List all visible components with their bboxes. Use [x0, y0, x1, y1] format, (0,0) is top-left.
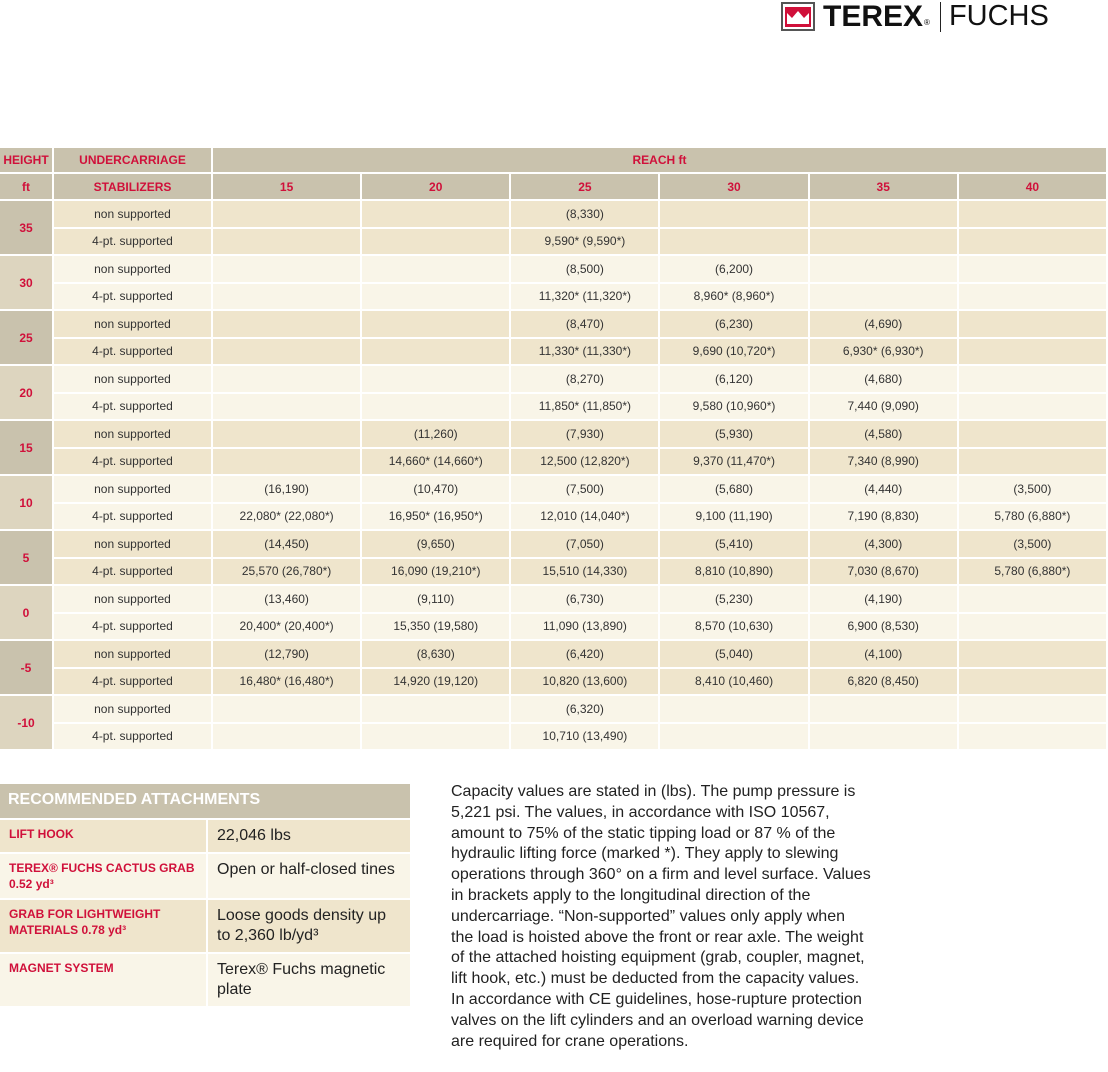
stabilizer-mode-label: non supported [94, 371, 171, 386]
height-unit: ft [0, 174, 52, 199]
capacity-cell [511, 284, 658, 310]
capacity-cell [660, 256, 807, 282]
undercarriage-header: UNDERCARRIAGE [54, 148, 211, 172]
capacity-cell [959, 476, 1106, 502]
capacity-cell [213, 531, 360, 557]
capacity-cell [810, 504, 957, 530]
stabilizer-mode-label: 4-pt. supported [92, 674, 173, 689]
capacity-cell [213, 201, 360, 227]
capacity-cell [362, 201, 509, 227]
capacity-value: (6,730) [565, 591, 604, 606]
capacity-value: 6,930* (6,930*) [842, 344, 924, 359]
capacity-cell [511, 421, 658, 447]
capacity-cell [660, 421, 807, 447]
capacity-cell [810, 449, 957, 475]
capacity-cell [810, 641, 957, 667]
capacity-cell [660, 724, 807, 750]
stabilizer-mode-label: non supported [94, 261, 171, 276]
capacity-cell [810, 421, 957, 447]
capacity-cell [362, 724, 509, 750]
capacity-cell [362, 531, 509, 557]
stabilizer-mode-label: non supported [94, 536, 171, 551]
capacity-value: (8,470) [565, 316, 604, 331]
capacity-value: 9,100 (11,190) [695, 509, 773, 524]
capacity-value: (6,420) [565, 646, 604, 661]
recommended-attachments-table [0, 782, 412, 1008]
capacity-value: (8,270) [565, 371, 604, 386]
reach-column-15: 15 [213, 174, 360, 199]
capacity-cell [213, 311, 360, 337]
capacity-value: 15,350 (19,580) [393, 619, 479, 634]
capacity-cell [810, 284, 957, 310]
capacity-value: (9,650) [416, 536, 455, 551]
capacity-cell [511, 476, 658, 502]
capacity-value: 9,590* (9,590*) [544, 234, 626, 249]
capacity-cell [213, 559, 360, 585]
capacity-value: 11,330* (11,330*) [538, 344, 632, 359]
capacity-value: 16,090 (19,210*) [391, 564, 481, 579]
stabilizer-mode [54, 229, 211, 255]
height-value: 15 [0, 421, 52, 474]
capacity-cell [959, 339, 1106, 365]
stabilizer-mode-label: 4-pt. supported [92, 344, 173, 359]
capacity-value: (8,500) [565, 261, 604, 276]
capacity-cell [660, 531, 807, 557]
capacity-cell [810, 201, 957, 227]
capacity-cell [660, 586, 807, 612]
capacity-cell [511, 339, 658, 365]
attachment-name: LIFT HOOK [0, 820, 206, 852]
table-row [0, 284, 1106, 310]
attachment-value: 22,046 lbs [208, 820, 410, 852]
stabilizer-mode [54, 559, 211, 585]
capacity-cell [213, 229, 360, 255]
capacity-cell [810, 614, 957, 640]
capacity-value: (5,410) [715, 536, 754, 551]
capacity-cell [362, 339, 509, 365]
stabilizers-header: STABILIZERS [54, 174, 211, 199]
stabilizer-mode [54, 366, 211, 392]
attachment-value: Open or half-closed tines [208, 854, 410, 898]
capacity-cell [511, 311, 658, 337]
capacity-value: 14,920 (19,120) [393, 674, 479, 689]
capacity-cell [213, 394, 360, 420]
capacity-value: (6,120) [715, 371, 754, 386]
capacity-cell [660, 201, 807, 227]
capacity-value: 14,660* (14,660*) [388, 454, 483, 469]
capacity-cell [213, 421, 360, 447]
stabilizer-mode-label: 4-pt. supported [92, 234, 173, 249]
stabilizer-mode [54, 669, 211, 695]
capacity-cell [362, 641, 509, 667]
capacity-value: (13,460) [264, 591, 309, 606]
logo-terex: TEREX [823, 0, 924, 33]
stabilizer-mode [54, 284, 211, 310]
capacity-cell [362, 421, 509, 447]
table-row [0, 641, 1106, 667]
table-row [0, 614, 1106, 640]
capacity-value: (4,100) [864, 646, 903, 661]
capacity-cell [660, 641, 807, 667]
capacity-cell [660, 311, 807, 337]
reach-column-35: 35 [810, 174, 957, 199]
stabilizer-mode-label: 4-pt. supported [92, 619, 173, 634]
table-row [0, 449, 1106, 475]
capacity-value: 25,570 (26,780*) [241, 564, 332, 579]
capacity-value: (12,790) [264, 646, 309, 661]
capacity-cell [362, 311, 509, 337]
stabilizer-mode [54, 311, 211, 337]
capacity-cell [511, 559, 658, 585]
capacity-cell [959, 449, 1106, 475]
attachment-name: TEREX® FUCHS CACTUS GRAB 0.52 yd³ [0, 854, 206, 898]
attachment-row [0, 900, 410, 952]
stabilizer-mode [54, 394, 211, 420]
capacity-cell [362, 586, 509, 612]
table-row [0, 421, 1106, 447]
logo-fuchs: FUCHS [948, 0, 1049, 32]
height-header: HEIGHT [0, 148, 52, 172]
reach-header: REACH ft [213, 148, 1106, 172]
capacity-value: 8,960* (8,960*) [693, 289, 775, 304]
stabilizer-mode-label: non supported [94, 591, 171, 606]
capacity-value: 7,440 (9,090) [847, 399, 919, 414]
capacity-value: 5,780 (6,880*) [994, 564, 1071, 579]
stabilizer-mode [54, 641, 211, 667]
capacity-value: (8,630) [416, 646, 455, 661]
capacity-cell [959, 669, 1106, 695]
capacity-cell [213, 284, 360, 310]
capacity-value: 8,410 (10,460) [695, 674, 774, 689]
capacity-cell [213, 476, 360, 502]
height-value: 25 [0, 311, 52, 364]
capacity-cell [362, 614, 509, 640]
table-row [0, 724, 1106, 750]
height-value: 0 [0, 586, 52, 639]
height-value: 20 [0, 366, 52, 419]
attachment-row [0, 954, 410, 1006]
table-row [0, 504, 1106, 530]
capacity-cell [213, 696, 360, 722]
attachment-name: MAGNET SYSTEM [0, 954, 206, 1006]
capacity-cell [213, 586, 360, 612]
capacity-cell [959, 696, 1106, 722]
capacity-value: 9,370 (11,470*) [693, 454, 775, 469]
capacity-cell [213, 669, 360, 695]
capacity-value: (7,930) [565, 426, 604, 441]
capacity-cell [660, 229, 807, 255]
capacity-value: (10,470) [413, 481, 459, 496]
logo-registered: ® [924, 18, 930, 27]
terex-fuchs-logo [781, 1, 1049, 32]
capacity-value: 16,480* (16,480*) [239, 674, 334, 689]
capacity-cell [660, 476, 807, 502]
capacity-value: 15,510 (14,330) [542, 564, 628, 579]
table-row [0, 394, 1106, 420]
height-value: 35 [0, 201, 52, 254]
capacity-cell [959, 201, 1106, 227]
table-row [0, 476, 1106, 502]
capacity-cell [959, 641, 1106, 667]
capacity-cell [810, 256, 957, 282]
capacity-cell [660, 614, 807, 640]
table-row [0, 559, 1106, 585]
logo-divider [940, 2, 941, 32]
capacity-cell [362, 284, 509, 310]
capacity-value: (4,690) [864, 316, 903, 331]
table-row [0, 339, 1106, 365]
capacity-cell [213, 504, 360, 530]
capacity-cell [362, 696, 509, 722]
capacity-cell [959, 311, 1106, 337]
stabilizer-mode [54, 724, 211, 750]
capacity-value: (4,190) [864, 591, 903, 606]
capacity-cell [511, 201, 658, 227]
stabilizer-mode [54, 449, 211, 475]
capacity-cell [511, 256, 658, 282]
table-row [0, 586, 1106, 612]
capacity-value: 20,400* (20,400*) [239, 619, 334, 634]
attachment-value: Terex® Fuchs magnetic plate [208, 954, 410, 1006]
capacity-notes: Capacity values are stated in (lbs). The pump pressure is 5,221 psi. The values, in accordance with ISO 10567, amount to 75% of the static tipping load or 87 % of the hydraulic lifting force (marked *). They apply to slewing operations through 360° on a firm and level surface. Values in brackets apply to the longitudinal direction of the undercarriage. “Non-supported” values only apply when the load is hoisted above the front or rear axle. The weight of the attached hoisting equipment (grab, coupler, magnet, lift hook, etc.) must be deducted from the capacity values. In accordance with CE guidelines, hose-rupture protection valves on the lift cylinders and an overload warning device are required for crane operations. [451, 783, 871, 1050]
capacity-value: (5,930) [715, 426, 754, 441]
capacity-cell [213, 449, 360, 475]
capacity-cell [213, 339, 360, 365]
capacity-cell [810, 366, 957, 392]
height-value: -5 [0, 641, 52, 694]
attachment-value: Loose goods density up to 2,360 lb/yd³ [208, 900, 410, 952]
capacity-cell [362, 394, 509, 420]
capacity-value: 7,030 (8,670) [847, 564, 919, 579]
capacity-cell [362, 669, 509, 695]
height-value: 30 [0, 256, 52, 309]
stabilizer-mode-label: non supported [94, 426, 171, 441]
stabilizer-mode [54, 614, 211, 640]
reach-column-20: 20 [362, 174, 509, 199]
capacity-value: 8,810 (10,890) [695, 564, 774, 579]
capacity-value: (3,500) [1013, 481, 1052, 496]
attachment-name: GRAB FOR LIGHTWEIGHT MATERIALS 0.78 yd³ [0, 900, 206, 952]
capacity-value: 5,780 (6,880*) [994, 509, 1071, 524]
capacity-cell [660, 559, 807, 585]
attachment-row [0, 820, 410, 852]
capacity-value: 10,820 (13,600) [542, 674, 628, 689]
capacity-value: (11,260) [413, 426, 458, 441]
stabilizer-mode-label: non supported [94, 206, 171, 221]
capacity-value: (4,580) [864, 426, 903, 441]
capacity-cell [511, 724, 658, 750]
table-row [0, 201, 1106, 227]
capacity-cell [810, 586, 957, 612]
capacity-cell [660, 366, 807, 392]
capacity-cell [511, 669, 658, 695]
attachment-row [0, 854, 410, 898]
stabilizer-mode-label: non supported [94, 481, 171, 496]
capacity-cell [511, 696, 658, 722]
capacity-value: (7,500) [565, 481, 604, 496]
capacity-cell [511, 366, 658, 392]
capacity-value: (6,320) [565, 701, 604, 716]
reach-column-40: 40 [959, 174, 1106, 199]
capacity-cell [362, 559, 509, 585]
capacity-value: 9,580 (10,960*) [692, 399, 776, 414]
stabilizer-mode-label: 4-pt. supported [92, 454, 173, 469]
capacity-value: 9,690 (10,720*) [692, 344, 776, 359]
capacity-cell [959, 394, 1106, 420]
capacity-cell [213, 724, 360, 750]
capacity-value: 7,190 (8,830) [847, 509, 919, 524]
capacity-value: 11,320* (11,320*) [538, 289, 632, 304]
capacity-cell [511, 641, 658, 667]
capacity-cell [810, 669, 957, 695]
stabilizer-mode [54, 531, 211, 557]
stabilizer-mode [54, 201, 211, 227]
capacity-cell [213, 256, 360, 282]
capacity-cell [810, 696, 957, 722]
capacity-value: 8,570 (10,630) [695, 619, 774, 634]
table-row [0, 256, 1106, 282]
capacity-cell [511, 394, 658, 420]
capacity-cell [660, 284, 807, 310]
capacity-cell [362, 229, 509, 255]
reach-column-25: 25 [511, 174, 658, 199]
capacity-cell [810, 311, 957, 337]
capacity-cell [511, 586, 658, 612]
capacity-value: 10,710 (13,490) [542, 729, 628, 744]
capacity-cell [959, 559, 1106, 585]
table-row [0, 366, 1106, 392]
capacity-cell [959, 614, 1106, 640]
stabilizer-mode-label: 4-pt. supported [92, 399, 173, 414]
capacity-cell [959, 504, 1106, 530]
stabilizer-mode-label: 4-pt. supported [92, 289, 173, 304]
capacity-value: (4,300) [864, 536, 903, 551]
stabilizer-mode [54, 476, 211, 502]
capacity-cell [810, 339, 957, 365]
capacity-value: 22,080* (22,080*) [239, 509, 334, 524]
height-value: 10 [0, 476, 52, 529]
capacity-cell [810, 394, 957, 420]
capacity-value: (7,050) [565, 536, 604, 551]
stabilizer-mode [54, 504, 211, 530]
stabilizer-mode-label: 4-pt. supported [92, 729, 173, 744]
capacity-value: (5,680) [715, 481, 754, 496]
stabilizer-mode [54, 339, 211, 365]
capacity-cell [660, 696, 807, 722]
capacity-value: (16,190) [264, 481, 309, 496]
capacity-value: 12,010 (14,040*) [540, 509, 630, 524]
capacity-cell [660, 394, 807, 420]
attachments-title: RECOMMENDED ATTACHMENTS [0, 784, 410, 818]
capacity-value: (4,440) [864, 481, 903, 496]
capacity-cell [810, 724, 957, 750]
capacity-cell [362, 366, 509, 392]
capacity-cell [959, 586, 1106, 612]
capacity-cell [511, 614, 658, 640]
capacity-value: (6,230) [715, 316, 754, 331]
capacity-value: 16,950* (16,950*) [388, 509, 483, 524]
capacity-cell [362, 449, 509, 475]
capacity-cell [959, 284, 1106, 310]
table-row [0, 669, 1106, 695]
capacity-value: (14,450) [264, 536, 309, 551]
capacity-cell [660, 669, 807, 695]
capacity-value: 12,500 (12,820*) [540, 454, 630, 469]
capacity-cell [959, 531, 1106, 557]
capacity-value: (5,230) [715, 591, 754, 606]
capacity-value: (4,680) [864, 371, 903, 386]
capacity-cell [213, 614, 360, 640]
capacity-cell [362, 476, 509, 502]
capacity-value: (6,200) [715, 261, 754, 276]
capacity-cell [511, 449, 658, 475]
capacity-cell [959, 421, 1106, 447]
height-value: 5 [0, 531, 52, 584]
capacity-cell [810, 229, 957, 255]
stabilizer-mode-label: 4-pt. supported [92, 564, 173, 579]
capacity-value: 6,820 (8,450) [847, 674, 919, 689]
stabilizer-mode [54, 421, 211, 447]
stabilizer-mode [54, 696, 211, 722]
capacity-cell [660, 339, 807, 365]
table-row [0, 311, 1106, 337]
table-row [0, 531, 1106, 557]
capacity-cell [660, 449, 807, 475]
capacity-cell [810, 531, 957, 557]
height-value: -10 [0, 696, 52, 749]
stabilizer-mode [54, 586, 211, 612]
capacity-cell [959, 229, 1106, 255]
capacity-cell [213, 641, 360, 667]
capacity-cell [959, 256, 1106, 282]
capacity-cell [660, 504, 807, 530]
lift-capacity-table [0, 146, 1108, 751]
capacity-value: 11,850* (11,850*) [538, 399, 632, 414]
crown-icon [781, 2, 815, 31]
reach-column-30: 30 [660, 174, 807, 199]
capacity-value: 6,900 (8,530) [847, 619, 919, 634]
stabilizer-mode-label: non supported [94, 701, 171, 716]
capacity-cell [213, 366, 360, 392]
capacity-value: (3,500) [1013, 536, 1052, 551]
table-row [0, 696, 1106, 722]
capacity-cell [959, 724, 1106, 750]
capacity-cell [959, 366, 1106, 392]
capacity-cell [810, 476, 957, 502]
capacity-cell [362, 504, 509, 530]
stabilizer-mode-label: 4-pt. supported [92, 509, 173, 524]
capacity-cell [511, 504, 658, 530]
capacity-value: 11,090 (13,890) [542, 619, 627, 634]
capacity-value: (5,040) [715, 646, 754, 661]
stabilizer-mode [54, 256, 211, 282]
stabilizer-mode-label: non supported [94, 646, 171, 661]
capacity-value: (9,110) [417, 591, 455, 606]
capacity-cell [511, 229, 658, 255]
capacity-cell [362, 256, 509, 282]
table-row [0, 229, 1106, 255]
stabilizer-mode-label: non supported [94, 316, 171, 331]
capacity-cell [810, 559, 957, 585]
capacity-value: 7,340 (8,990) [847, 454, 919, 469]
capacity-value: (8,330) [565, 206, 604, 221]
capacity-cell [511, 531, 658, 557]
